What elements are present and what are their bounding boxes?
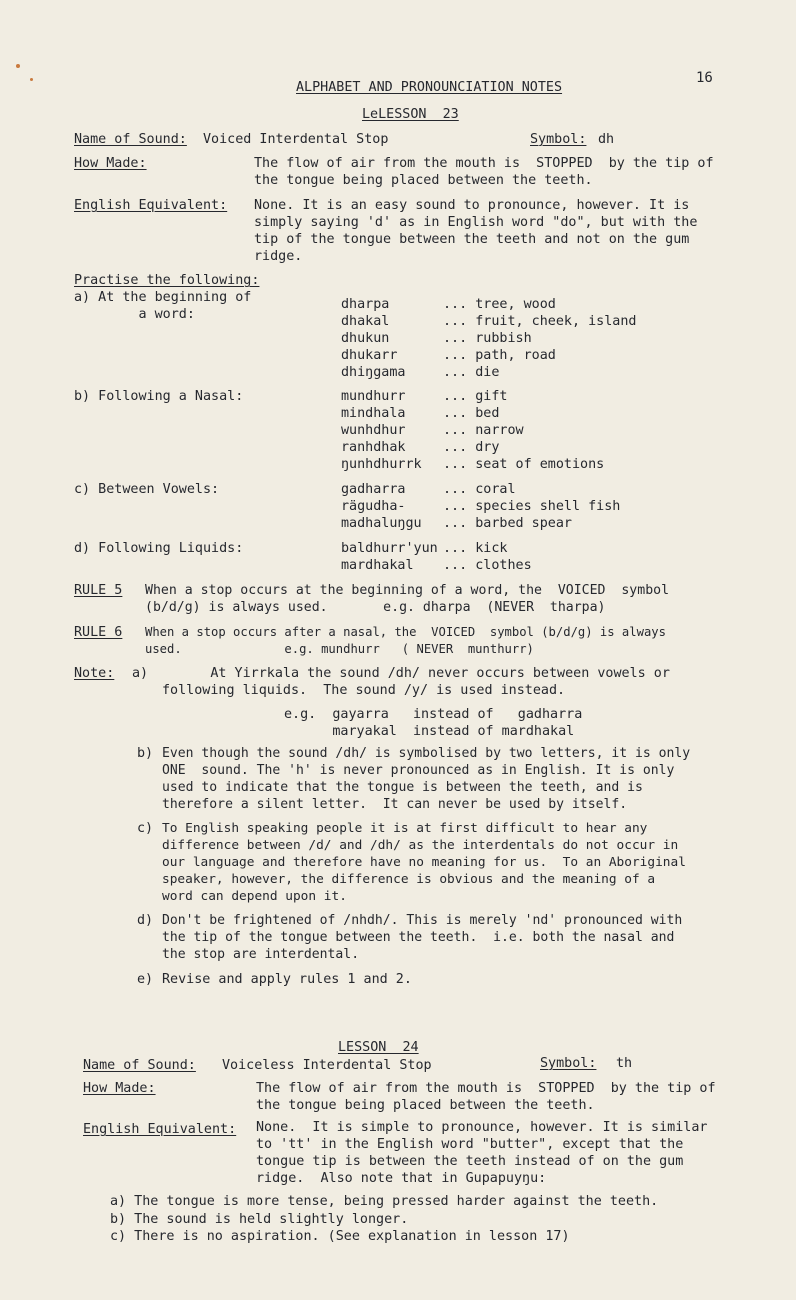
note-b-line: ONE sound. The 'h' is never pronounced as in English. It is only [162,763,675,778]
paper-blemish [16,64,20,68]
practice-word: dhukarr [341,348,398,363]
lesson-24-point: a) The tongue is more tense, being pressed harder against the teeth. [110,1194,659,1209]
english-equivalent-line: tip of the tongue between the teeth and not on the gum [254,232,690,247]
practice-word: dhiŋgama [341,365,406,380]
practise-heading: Practise the following: [74,273,260,288]
symbol-value: th [616,1056,633,1071]
name-of-sound-value: Voiceless Interdental Stop [222,1058,432,1073]
group-label: b) Following a Nasal: [74,389,244,404]
note-d-line: the stop are interdental. [162,947,360,962]
english-equivalent-line: ridge. [254,249,303,264]
practice-word: baldhurr'yun [341,541,438,556]
note-e-line: Revise and apply rules 1 and 2. [162,972,412,987]
note-a-line: At Yirrkala the sound /dh/ never occurs between vowels or [162,666,670,681]
practice-meaning: ... die [443,365,500,380]
practice-word: ranhdhak [341,440,406,455]
note-marker: a) [132,666,149,681]
note-c-line: To English speaking people it is at first difficult to hear any [162,821,648,836]
how-made-line: The flow of air from the mouth is STOPPED by the tip of [254,156,714,171]
symbol-value: dh [598,132,615,147]
english-equivalent-label: English Equivalent: [83,1122,237,1137]
name-of-sound-value: Voiced Interdental Stop [203,132,389,147]
note-label: Note: [74,666,115,681]
note-marker: e) [137,972,154,987]
practice-word: dharpa [341,297,390,312]
practice-meaning: ... species shell fish [443,499,621,514]
name-of-sound-label: Name of Sound: [83,1058,196,1073]
note-marker: b) [137,746,154,761]
document-title: ALPHABET AND PRONOUNCIATION NOTES [296,80,563,95]
practice-word: gadharra [341,482,406,497]
practice-meaning: ... rubbish [443,331,532,346]
note-d-line: Don't be frightened of /nhdh/. This is merely 'nd' pronounced with [162,913,683,928]
group-label: a word: [74,307,195,322]
practice-meaning: ... clothes [443,558,532,573]
practice-word: mardhakal [341,558,414,573]
note-a-example: maryakal instead of mardhakal [284,724,575,739]
english-equivalent-line: None. It is simple to pronounce, however. It is similar [256,1120,708,1135]
practice-meaning: ... tree, wood [443,297,556,312]
note-c-line: word can depend upon it. [162,889,347,904]
practice-word: rägudha- [341,499,406,514]
practice-meaning: ... kick [443,541,508,556]
rule-5-line: When a stop occurs at the beginning of a word, the VOICED symbol [145,583,670,598]
how-made-line: the tongue being placed between the teeth. [256,1098,595,1113]
english-equivalent-line: to 'tt' in the English word "butter", except that the [256,1137,684,1152]
note-b-line: used to indicate that the tongue is between the teeth, and is [162,780,643,795]
english-equivalent-line: simply saying 'd' as in English word "do", but with the [254,215,698,230]
group-label: c) Between Vowels: [74,482,220,497]
english-equivalent-line: None. It is an easy sound to pronounce, however. It is [254,198,690,213]
note-a-example: e.g. gayarra instead of gadharra [284,707,583,722]
note-c-line: difference between /d/ and /dh/ as the interdentals do not occur in [162,838,679,853]
how-made-line: The flow of air from the mouth is STOPPED by the tip of [256,1081,716,1096]
note-marker: d) [137,913,154,928]
paper-blemish [30,78,33,81]
note-b-line: therefore a silent letter. It can never be used by itself. [162,797,628,812]
note-b-line: Even though the sound /dh/ is symbolised by two letters, it is only [162,746,691,761]
symbol-label: Symbol: [540,1056,597,1071]
practice-word: dhakal [341,314,390,329]
practice-meaning: ... coral [443,482,516,497]
rule-6-label: RULE 6 [74,625,123,640]
group-label: d) Following Liquids: [74,541,244,556]
note-c-line: speaker, however, the difference is obvious and the meaning of a [162,872,656,887]
practice-word: madhaluŋgu [341,516,422,531]
rule-6-line: used. e.g. mundhurr ( NEVER munthurr) [145,642,534,656]
practice-meaning: ... dry [443,440,500,455]
practice-meaning: ... seat of emotions [443,457,605,472]
practice-meaning: ... bed [443,406,500,421]
rule-6-line: When a stop occurs after a nasal, the VOICED symbol (b/d/g) is always [145,625,666,639]
rule-5-label: RULE 5 [74,583,123,598]
practice-word: mindhala [341,406,406,421]
english-equivalent-line: tongue tip is between the teeth instead of on the gum [256,1154,684,1169]
practice-word: mundhurr [341,389,406,404]
how-made-label: How Made: [83,1081,156,1096]
lesson-23-heading: LeLESSON 23 [362,107,459,122]
name-of-sound-label: Name of Sound: [74,132,187,147]
lesson-24-point: b) The sound is held slightly longer. [110,1212,409,1227]
how-made-label: How Made: [74,156,147,171]
english-equivalent-label: English Equivalent: [74,198,228,213]
practice-meaning: ... narrow [443,423,524,438]
practice-word: wunhdhur [341,423,406,438]
practice-word: ŋunhdhurrk [341,457,422,472]
practice-meaning: ... fruit, cheek, island [443,314,637,329]
practice-meaning: ... path, road [443,348,556,363]
practice-meaning: ... barbed spear [443,516,572,531]
page-number: 16 [696,70,713,86]
practice-word: dhukun [341,331,390,346]
lesson-24-point: c) There is no aspiration. (See explanation in lesson 17) [110,1229,570,1244]
rule-5-line: (b/d/g) is always used. e.g. dharpa (NEVER tharpa) [145,600,606,615]
note-a-line: following liquids. The sound /y/ is used instead. [162,683,566,698]
note-d-line: the tip of the tongue between the teeth. i.e. both the nasal and [162,930,675,945]
symbol-label: Symbol: [530,132,587,147]
how-made-line: the tongue being placed between the teeth. [254,173,593,188]
practice-meaning: ... gift [443,389,508,404]
english-equivalent-line: ridge. Also note that in Gupapuyŋu: [256,1171,547,1186]
note-c-line: our language and therefore have no meaning for us. To an Aboriginal [162,855,686,870]
lesson-24-heading: LESSON 24 [338,1040,419,1055]
group-label: a) At the beginning of [74,290,252,305]
note-marker: c) [137,821,154,836]
